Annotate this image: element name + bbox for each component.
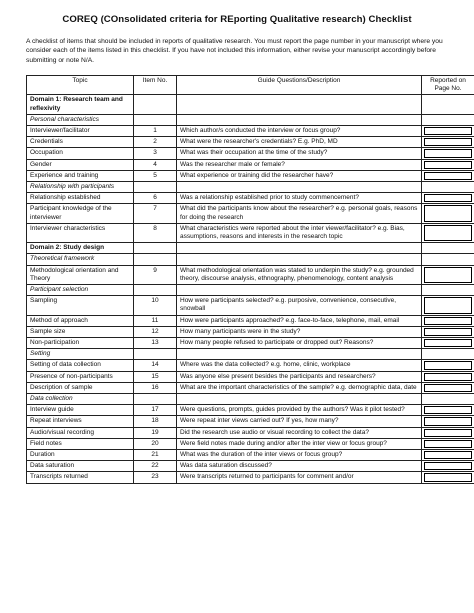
empty-cell bbox=[177, 95, 422, 114]
empty-cell bbox=[134, 243, 177, 254]
page-number-input-box[interactable] bbox=[424, 194, 472, 202]
page-number-input-box[interactable] bbox=[424, 384, 472, 392]
topic-cell: Repeat interviews bbox=[27, 416, 134, 427]
description-cell: Were questions, prompts, guides provided by the authors? Was it pilot tested? bbox=[177, 405, 422, 416]
item-number-cell: 7 bbox=[134, 204, 177, 223]
empty-cell bbox=[177, 393, 422, 404]
topic-cell: Credentials bbox=[27, 137, 134, 148]
table-row bbox=[27, 137, 474, 148]
item-number-cell: 19 bbox=[134, 427, 177, 438]
table-header-row bbox=[27, 75, 474, 94]
empty-cell bbox=[177, 254, 422, 265]
empty-cell bbox=[177, 181, 422, 192]
topic-cell: Participant knowledge of the interviewer bbox=[27, 204, 134, 223]
page-number-cell bbox=[422, 450, 474, 461]
topic-cell: Interviewer/facilitator bbox=[27, 125, 134, 136]
table-row bbox=[27, 159, 474, 170]
page-number-input-box[interactable] bbox=[424, 161, 472, 169]
item-number-cell: 10 bbox=[134, 296, 177, 315]
empty-cell bbox=[177, 243, 422, 254]
description-cell: What did the participants know about the researcher? e.g. personal goals, reasons for doing the research bbox=[177, 204, 422, 223]
page-number-cell bbox=[422, 204, 474, 223]
page-number-input-box[interactable] bbox=[424, 361, 472, 369]
item-number-cell: 11 bbox=[134, 315, 177, 326]
description-cell: What are the important characteristics of the sample? e.g. demographic data, date bbox=[177, 382, 422, 393]
description-cell: Was the researcher male or female? bbox=[177, 159, 422, 170]
table-row bbox=[27, 326, 474, 337]
empty-cell bbox=[422, 349, 474, 360]
empty-cell bbox=[134, 393, 177, 404]
table-row bbox=[27, 438, 474, 449]
topic-cell: Field notes bbox=[27, 438, 134, 449]
page-number-cell bbox=[422, 159, 474, 170]
empty-cell bbox=[134, 181, 177, 192]
item-number-cell: 22 bbox=[134, 461, 177, 472]
item-number-cell: 18 bbox=[134, 416, 177, 427]
empty-cell bbox=[422, 243, 474, 254]
empty-cell bbox=[177, 349, 422, 360]
table-row bbox=[27, 193, 474, 204]
empty-cell bbox=[134, 254, 177, 265]
domain-row bbox=[27, 95, 474, 114]
description-cell: What were the researcher's credentials? E.g. PhD, MD bbox=[177, 137, 422, 148]
topic-cell: Presence of non-participants bbox=[27, 371, 134, 382]
topic-cell: Setting of data collection bbox=[27, 360, 134, 371]
table-row bbox=[27, 450, 474, 461]
header-topic: Topic bbox=[27, 75, 134, 94]
topic-cell: Gender bbox=[27, 159, 134, 170]
checklist-body bbox=[27, 95, 474, 483]
empty-cell bbox=[422, 95, 474, 114]
header-item-no: Item No. bbox=[134, 75, 177, 94]
item-number-cell: 23 bbox=[134, 472, 177, 483]
description-cell: Where was the data collected? e.g. home, clinic, workplace bbox=[177, 360, 422, 371]
item-number-cell: 16 bbox=[134, 382, 177, 393]
item-number-cell: 15 bbox=[134, 371, 177, 382]
description-cell: What characteristics were reported about the inter viewer/facilitator? e.g. Bias, assumptions, reasons and interests in the research topic bbox=[177, 223, 422, 242]
page-number-input-box[interactable] bbox=[424, 138, 472, 146]
page-number-input-box[interactable] bbox=[424, 225, 472, 241]
page-number-cell bbox=[422, 461, 474, 472]
header-reported: Reported on Page No. bbox=[422, 75, 474, 94]
page-number-cell bbox=[422, 382, 474, 393]
description-cell: Was anyone else present besides the participants and researchers? bbox=[177, 371, 422, 382]
topic-cell: Sample size bbox=[27, 326, 134, 337]
table-row bbox=[27, 416, 474, 427]
empty-cell bbox=[177, 114, 422, 125]
table-row bbox=[27, 427, 474, 438]
item-number-cell: 14 bbox=[134, 360, 177, 371]
page-number-input-box[interactable] bbox=[424, 149, 472, 157]
page-number-cell bbox=[422, 148, 474, 159]
page-number-input-box[interactable] bbox=[424, 406, 472, 414]
topic-cell: Occupation bbox=[27, 148, 134, 159]
empty-cell bbox=[422, 254, 474, 265]
item-number-cell: 1 bbox=[134, 125, 177, 136]
topic-cell: Transcripts returned bbox=[27, 472, 134, 483]
page-number-cell bbox=[422, 315, 474, 326]
page-number-cell bbox=[422, 137, 474, 148]
topic-cell: Relationship established bbox=[27, 193, 134, 204]
table-row bbox=[27, 296, 474, 315]
domain-heading: Domain 2: Study design bbox=[27, 243, 134, 254]
description-cell: How were participants approached? e.g. face-to-face, telephone, mail, email bbox=[177, 315, 422, 326]
page-number-input-box[interactable] bbox=[424, 317, 472, 325]
description-cell: Were transcripts returned to participants for comment and/or bbox=[177, 472, 422, 483]
section-row bbox=[27, 114, 474, 125]
item-number-cell: 3 bbox=[134, 148, 177, 159]
topic-cell: Sampling bbox=[27, 296, 134, 315]
topic-cell: Data saturation bbox=[27, 461, 134, 472]
page-number-input-box[interactable] bbox=[424, 462, 472, 470]
domain-heading: Domain 1: Research team and reflexivity bbox=[27, 95, 134, 114]
item-number-cell: 12 bbox=[134, 326, 177, 337]
page-number-cell bbox=[422, 326, 474, 337]
page-number-cell bbox=[422, 472, 474, 483]
page-number-input-box[interactable] bbox=[424, 328, 472, 336]
description-cell: What methodological orientation was stated to underpin the study? e.g. grounded theory, discourse analysis, ethnography, phenomenology, content analysis bbox=[177, 265, 422, 284]
intro-paragraph: A checklist of items that should be included in reports of qualitative research. You must report the page number in your manuscript where you consider each of the items listed in this checklist. If you have not included this information, either revise your manuscript accordingly before submitting or note N/A. bbox=[26, 38, 443, 64]
page-number-cell bbox=[422, 438, 474, 449]
section-row bbox=[27, 284, 474, 295]
description-cell: How many participants were in the study? bbox=[177, 326, 422, 337]
page-title: COREQ (COnsolidated criteria for REporting Qualitative research) Checklist bbox=[62, 14, 412, 25]
table-row bbox=[27, 125, 474, 136]
empty-cell bbox=[422, 114, 474, 125]
section-row bbox=[27, 181, 474, 192]
page-number-input-box[interactable] bbox=[424, 451, 472, 459]
description-cell: Was data saturation discussed? bbox=[177, 461, 422, 472]
empty-cell bbox=[422, 393, 474, 404]
description-cell: How many people refused to participate or dropped out? Reasons? bbox=[177, 337, 422, 348]
section-heading: Relationship with participants bbox=[27, 181, 134, 192]
table-row bbox=[27, 472, 474, 483]
section-heading: Setting bbox=[27, 349, 134, 360]
empty-cell bbox=[422, 284, 474, 295]
item-number-cell: 21 bbox=[134, 450, 177, 461]
page-number-cell bbox=[422, 427, 474, 438]
page-number-input-box[interactable] bbox=[424, 205, 472, 221]
page-number-cell bbox=[422, 296, 474, 315]
item-number-cell: 6 bbox=[134, 193, 177, 204]
topic-cell: Description of sample bbox=[27, 382, 134, 393]
topic-cell: Non-participation bbox=[27, 337, 134, 348]
page-number-input-box[interactable] bbox=[424, 339, 472, 347]
item-number-cell: 20 bbox=[134, 438, 177, 449]
page-number-input-box[interactable] bbox=[424, 297, 472, 313]
page-number-cell bbox=[422, 125, 474, 136]
section-row bbox=[27, 254, 474, 265]
empty-cell bbox=[134, 95, 177, 114]
item-number-cell: 8 bbox=[134, 223, 177, 242]
page-number-cell bbox=[422, 416, 474, 427]
item-number-cell: 4 bbox=[134, 159, 177, 170]
item-number-cell: 5 bbox=[134, 170, 177, 181]
section-heading: Personal characteristics bbox=[27, 114, 134, 125]
description-cell: What was the duration of the inter views or focus group? bbox=[177, 450, 422, 461]
page-number-input-box[interactable] bbox=[424, 473, 472, 481]
table-row bbox=[27, 461, 474, 472]
topic-cell: Duration bbox=[27, 450, 134, 461]
empty-cell bbox=[177, 284, 422, 295]
description-cell: What experience or training did the researcher have? bbox=[177, 170, 422, 181]
table-row bbox=[27, 223, 474, 242]
section-heading: Theoretical framework bbox=[27, 254, 134, 265]
page-number-cell bbox=[422, 193, 474, 204]
item-number-cell: 2 bbox=[134, 137, 177, 148]
checklist-table bbox=[26, 75, 474, 484]
page-number-input-box[interactable] bbox=[424, 373, 472, 381]
topic-cell: Methodological orientation and Theory bbox=[27, 265, 134, 284]
item-number-cell: 9 bbox=[134, 265, 177, 284]
topic-cell: Audio/visual recording bbox=[27, 427, 134, 438]
description-cell: Which author/s conducted the interview or focus group? bbox=[177, 125, 422, 136]
page-number-input-box[interactable] bbox=[424, 127, 472, 135]
topic-cell: Interview guide bbox=[27, 405, 134, 416]
page-number-cell bbox=[422, 371, 474, 382]
description-cell: Did the research use audio or visual recording to collect the data? bbox=[177, 427, 422, 438]
table-row bbox=[27, 382, 474, 393]
page-number-cell bbox=[422, 265, 474, 284]
description-cell: Was a relationship established prior to study commencement? bbox=[177, 193, 422, 204]
topic-cell: Method of approach bbox=[27, 315, 134, 326]
description-cell: What was their occupation at the time of the study? bbox=[177, 148, 422, 159]
table-row bbox=[27, 265, 474, 284]
topic-cell: Interviewer characteristics bbox=[27, 223, 134, 242]
empty-cell bbox=[422, 181, 474, 192]
page-number-cell bbox=[422, 223, 474, 242]
section-row bbox=[27, 393, 474, 404]
description-cell: Were repeat inter views carried out? If yes, how many? bbox=[177, 416, 422, 427]
table-row bbox=[27, 315, 474, 326]
empty-cell bbox=[134, 349, 177, 360]
header-guide: Guide Questions/Description bbox=[177, 75, 422, 94]
table-row bbox=[27, 170, 474, 181]
section-heading: Participant selection bbox=[27, 284, 134, 295]
table-row bbox=[27, 371, 474, 382]
domain-row bbox=[27, 243, 474, 254]
page-number-input-box[interactable] bbox=[424, 417, 472, 425]
page-number-cell bbox=[422, 337, 474, 348]
page-number-cell bbox=[422, 360, 474, 371]
page-number-cell bbox=[422, 405, 474, 416]
page-number-input-box[interactable] bbox=[424, 267, 472, 283]
section-heading: Data collection bbox=[27, 393, 134, 404]
section-row bbox=[27, 349, 474, 360]
table-row bbox=[27, 148, 474, 159]
page-number-cell bbox=[422, 170, 474, 181]
page-number-input-box[interactable] bbox=[424, 429, 472, 437]
topic-cell: Experience and training bbox=[27, 170, 134, 181]
table-row bbox=[27, 204, 474, 223]
description-cell: How were participants selected? e.g. purposive, convenience, consecutive, snowball bbox=[177, 296, 422, 315]
item-number-cell: 17 bbox=[134, 405, 177, 416]
empty-cell bbox=[134, 114, 177, 125]
empty-cell bbox=[134, 284, 177, 295]
table-row bbox=[27, 337, 474, 348]
description-cell: Were field notes made during and/or after the inter view or focus group? bbox=[177, 438, 422, 449]
page-number-input-box[interactable] bbox=[424, 440, 472, 448]
table-row bbox=[27, 360, 474, 371]
page-number-input-box[interactable] bbox=[424, 172, 472, 180]
item-number-cell: 13 bbox=[134, 337, 177, 348]
table-row bbox=[27, 405, 474, 416]
